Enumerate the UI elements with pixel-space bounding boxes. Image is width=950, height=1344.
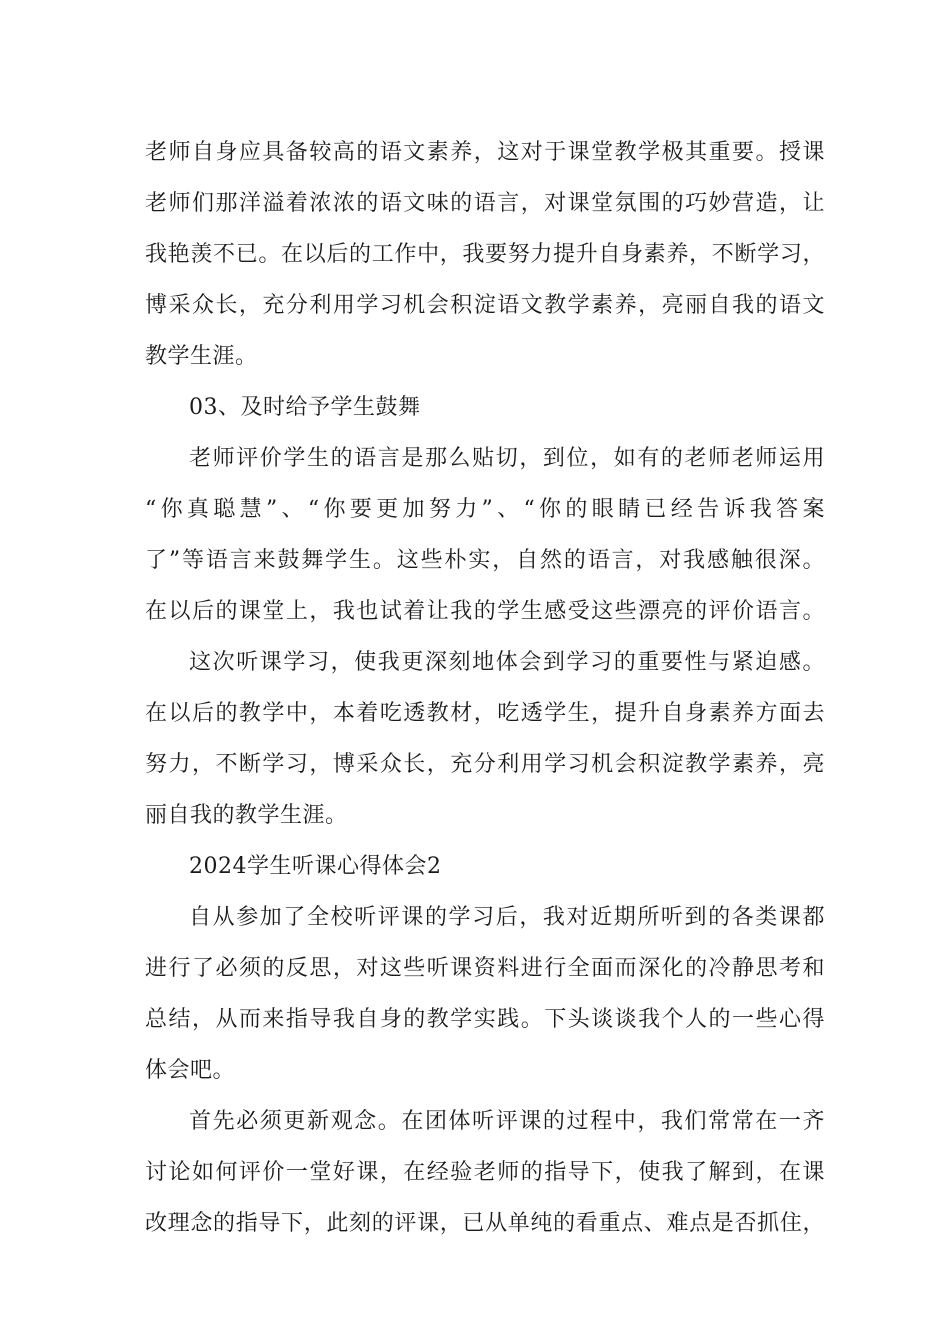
text-line: 了”等语言来鼓舞学生。这些朴实，自然的语言，对我感触很深。 [145, 548, 825, 573]
text-line: 讨论如何评价一堂好课，在经验老师的指导下，使我了解到，在课 [145, 1160, 825, 1185]
text-line: 体会吧。 [145, 1058, 236, 1083]
text-line: 进行了必须的反思，对这些听课资料进行全面而深化的冷静思考和 [145, 956, 825, 981]
text-line: 丽自我的教学生涯。 [145, 803, 348, 828]
text-line: 教学生涯。 [145, 344, 258, 369]
text-line: 博采众长，充分利用学习机会积淀语文教学素养，亮丽自我的语文 [145, 293, 825, 318]
text-line: 总结，从而来指导我自身的教学实践。下头谈谈我个人的一些心得 [145, 1007, 825, 1032]
text-line: 努力，不断学习，博采众长，充分利用学习机会积淀教学素养，亮 [145, 752, 825, 777]
text-line: 改理念的指导下，此刻的评课，已从单纯的看重点、难点是否抓住， [145, 1211, 825, 1236]
text-line: 在以后的教学中，本着吃透教材，吃透学生，提升自身素养方面去 [145, 701, 825, 726]
text-line: 老师自身应具备较高的语文素养，这对于课堂教学极其重要。授课 [145, 140, 825, 165]
text-line: 这次听课学习，使我更深刻地体会到学习的重要性与紧迫感。 [189, 650, 825, 675]
text-line: 我艳羡不已。在以后的工作中，我要努力提升自身素养，不断学习， [145, 242, 825, 267]
text-line: 首先必须更新观念。在团体听评课的过程中，我们常常在一齐 [189, 1109, 825, 1134]
text-line: 在以后的课堂上，我也试着让我的学生感受这些漂亮的评价语言。 [145, 599, 825, 624]
document-body [145, 127, 825, 1249]
text-line: 老师们那洋溢着浓浓的语文味的语言，对课堂氛围的巧妙营造，让 [145, 191, 825, 216]
section-heading: 03、及时给予学生鼓舞 [189, 395, 421, 420]
text-line: “你真聪慧”、“你要更加努力”、“你的眼睛已经告诉我答案 [145, 497, 825, 522]
text-line: 老师评价学生的语言是那么贴切，到位，如有的老师老师运用 [189, 446, 825, 471]
text-line: 自从参加了全校听评课的学习后，我对近期所听到的各类课都 [189, 905, 825, 930]
section-heading: 2024学生听课心得体会2 [189, 854, 442, 879]
